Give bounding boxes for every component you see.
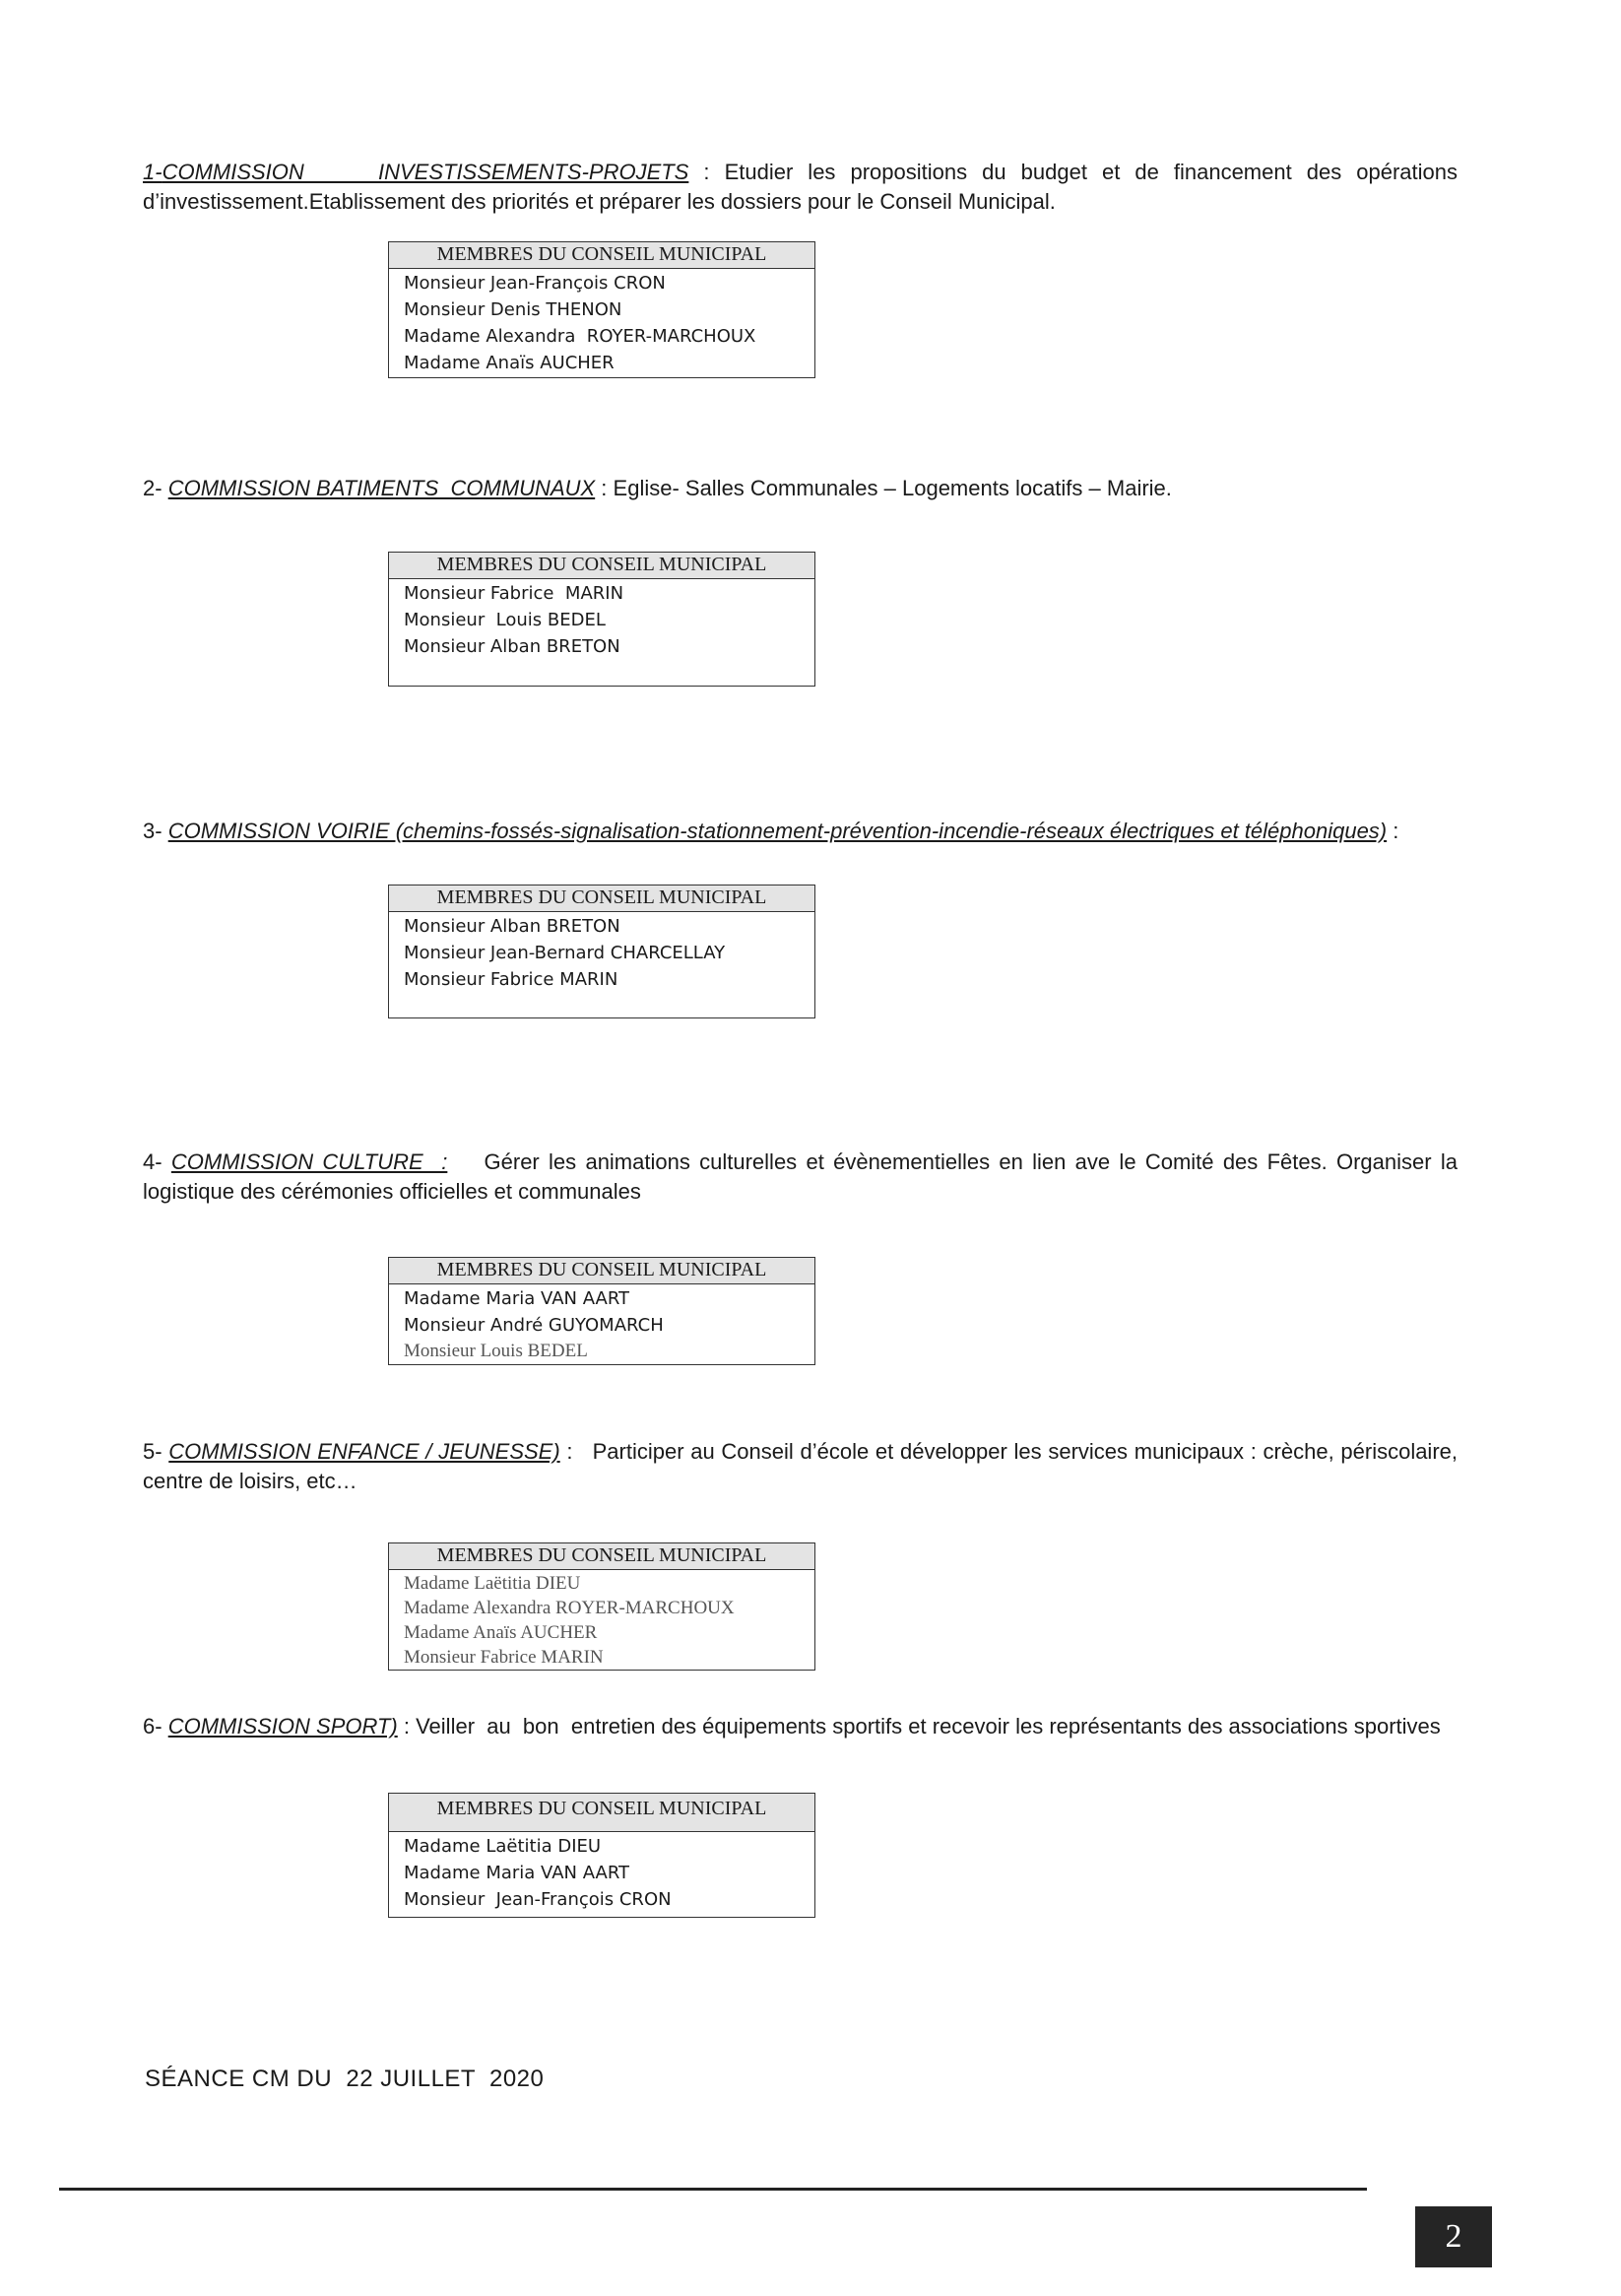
commission-2-text: 2- COMMISSION BATIMENTS COMMUNAUX : Eglise- Salles Communales – Logements locatifs – Mairie. bbox=[143, 476, 1172, 500]
commission-2-members-table bbox=[388, 552, 815, 687]
member-item: Monsieur Alban BRETON bbox=[404, 916, 620, 937]
member-item: Monsieur Denis THENON bbox=[404, 299, 622, 320]
member-item: Madame Laëtitia DIEU bbox=[404, 1573, 581, 1594]
commission-3-members-table bbox=[388, 885, 815, 1018]
commission-6-members-table bbox=[388, 1793, 815, 1918]
member-item: Monsieur Fabrice MARIN bbox=[404, 583, 624, 604]
member-item: Madame Alexandra ROYER-MARCHOUX bbox=[404, 326, 756, 347]
member-item: Monsieur Louis BEDEL bbox=[404, 1341, 588, 1361]
commission-5-text: 5- COMMISSION ENFANCE / JEUNESSE) : Participer au Conseil d’école et développer les services municipaux : crèche, périscolaire, centre de loisirs, etc… bbox=[143, 1439, 1458, 1493]
commission-3-heading: COMMISSION VOIRIE (chemins-fossés-signalisation-stationnement-prévention-incendie-réseaux électriques et téléphoniques) bbox=[167, 819, 1388, 843]
member-item: Monsieur André GUYOMARCH bbox=[404, 1315, 664, 1336]
members-table-header: MEMBRES DU CONSEIL MUNICIPAL bbox=[389, 553, 814, 579]
member-item: Madame Alexandra ROYER-MARCHOUX bbox=[404, 1598, 735, 1618]
commission-6-heading: COMMISSION SPORT) bbox=[167, 1714, 398, 1738]
member-item: Monsieur Jean-François CRON bbox=[404, 273, 666, 294]
commission-1-heading: 1-COMMISSION INVESTISSEMENTS-PROJETS bbox=[143, 160, 689, 184]
commission-5-members-table bbox=[388, 1542, 815, 1671]
members-table-header: MEMBRES DU CONSEIL MUNICIPAL bbox=[389, 242, 814, 269]
commission-4-text: 4- COMMISSION CULTURE : Gérer les animations culturelles et évènementielles en lien ave le Comité des Fêtes. Organiser la logistique des cérémonies officielles et communales bbox=[143, 1149, 1459, 1204]
member-item: Monsieur Jean-Bernard CHARCELLAY bbox=[404, 943, 726, 963]
member-item: Madame Laëtitia DIEU bbox=[404, 1836, 602, 1857]
members-table-header: MEMBRES DU CONSEIL MUNICIPAL bbox=[389, 1258, 814, 1284]
member-item: Madame Anaïs AUCHER bbox=[404, 353, 615, 373]
commission-5-heading: COMMISSION ENFANCE / JEUNESSE) bbox=[168, 1439, 560, 1464]
commission-1-text: 1-COMMISSION INVESTISSEMENTS-PROJETS : Etudier les propositions du budget et de financement des opérations d’investissement.Etablissement des priorités et préparer les dossiers pour le Conseil Municipal. bbox=[143, 160, 1458, 214]
commission-1-description: Etudier les propositions du budget et de financement des opérations d’investissement.Etablissement des priorités et préparer les dossiers pour le Conseil Municipal. bbox=[143, 160, 1458, 214]
member-item: Monsieur Alban BRETON bbox=[404, 636, 620, 657]
page-number: 2 bbox=[1415, 2206, 1492, 2267]
footer-divider bbox=[59, 2188, 1367, 2191]
member-item: Monsieur Fabrice MARIN bbox=[404, 969, 618, 990]
member-item: Monsieur Louis BEDEL bbox=[404, 610, 606, 630]
member-item: Madame Anaïs AUCHER bbox=[404, 1622, 598, 1643]
commission-4-description: Gérer les animations culturelles et évènementielles en lien ave le Comité des Fêtes. Organiser la logistique des cérémonies officielles et communales bbox=[143, 1149, 1459, 1204]
commission-6-description: Veiller au bon entretien des équipements sportifs et recevoir les représentants des associations sportives bbox=[416, 1714, 1441, 1738]
commission-5-description: Participer au Conseil d’école et développer les services municipaux : crèche, périscolaire, centre de loisirs, etc… bbox=[143, 1439, 1458, 1493]
session-footer: SÉANCE CM DU 22 JUILLET 2020 bbox=[145, 2066, 545, 2092]
member-item: Madame Maria VAN AART bbox=[404, 1288, 630, 1309]
commission-3-text: 3- COMMISSION VOIRIE (chemins-fossés-signalisation-stationnement-prévention-incendie-réseaux électriques et téléphoniques) : bbox=[143, 819, 1399, 843]
commission-4-members-table bbox=[388, 1257, 815, 1365]
commission-6-text: 6- COMMISSION SPORT) : Veiller au bon entretien des équipements sportifs et recevoir les représentants des associations sportives bbox=[143, 1714, 1441, 1738]
members-table-header: MEMBRES DU CONSEIL MUNICIPAL bbox=[389, 1543, 814, 1570]
commission-2-description: Eglise- Salles Communales – Logements locatifs – Mairie. bbox=[613, 476, 1172, 500]
commission-2-heading: COMMISSION BATIMENTS COMMUNAUX bbox=[167, 476, 596, 500]
member-item: Madame Maria VAN AART bbox=[404, 1863, 630, 1883]
commission-1-members-table bbox=[388, 241, 815, 378]
member-item: Monsieur Jean-François CRON bbox=[404, 1889, 672, 1910]
members-table-header: MEMBRES DU CONSEIL MUNICIPAL bbox=[389, 1794, 814, 1832]
commission-4-heading: COMMISSION CULTURE : bbox=[170, 1149, 448, 1174]
members-table-header: MEMBRES DU CONSEIL MUNICIPAL bbox=[389, 886, 814, 912]
member-item: Monsieur Fabrice MARIN bbox=[404, 1647, 604, 1668]
